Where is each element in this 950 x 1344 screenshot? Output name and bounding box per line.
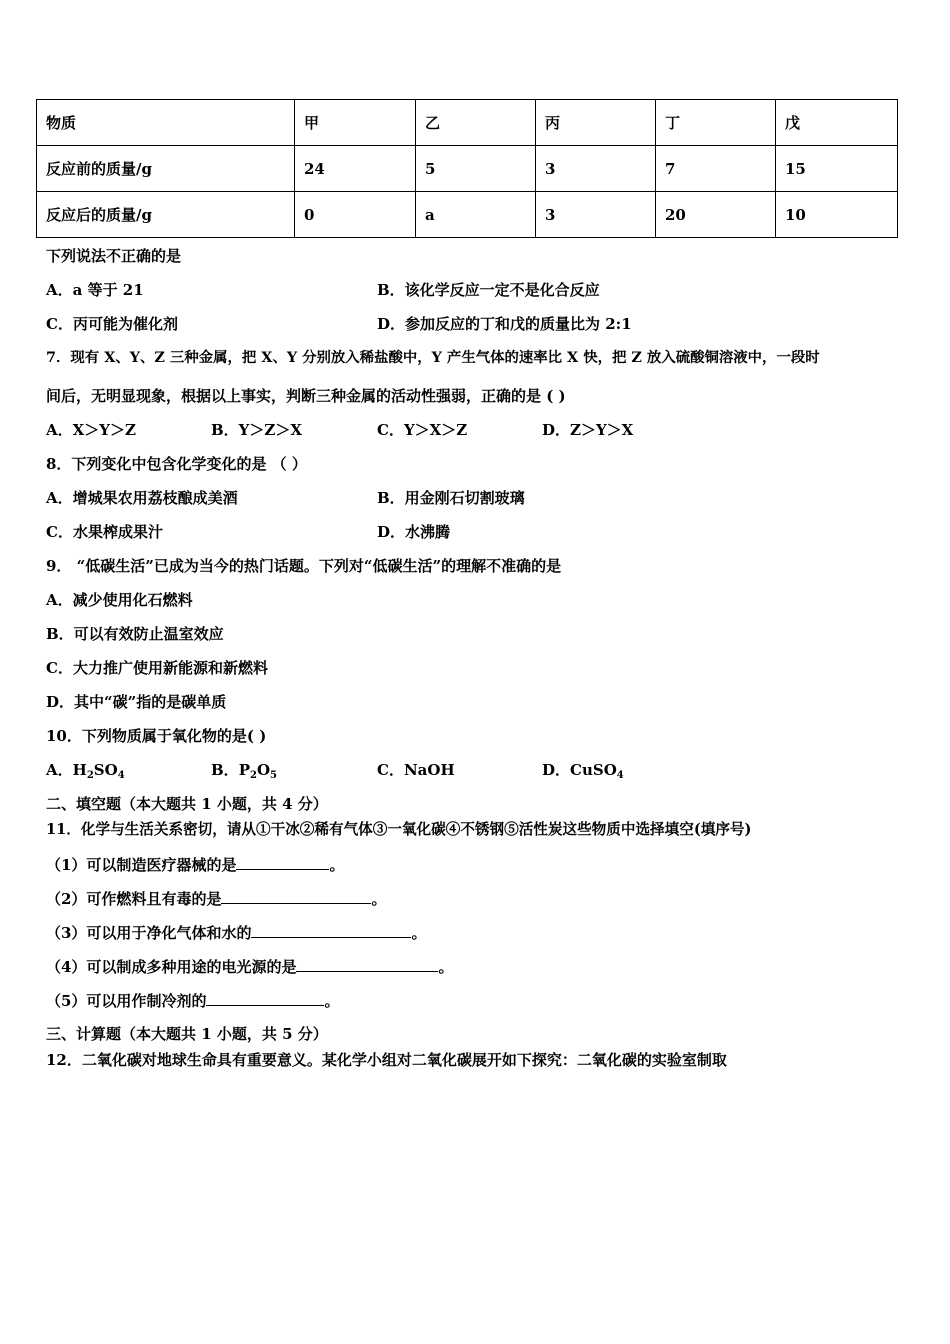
question-6-stem: 下列说法不正确的是 (46, 247, 182, 265)
mass-data-table (36, 99, 898, 238)
q6-option-d: D．参加反应的丁和戊的质量比为 2:1 (377, 315, 632, 333)
table-cell: 7 (656, 146, 776, 192)
question-8-stem: 8．下列变化中包含化学变化的是 （ ） (46, 455, 307, 473)
item-text: （3）可以用于净化气体和水的 (46, 924, 252, 942)
item-text: （5）可以用作制冷剂的 (46, 992, 207, 1010)
formula-subscript: 5 (270, 770, 277, 781)
option-label: B． (211, 761, 239, 779)
q11-item-3 (46, 922, 426, 943)
q11-item-4 (46, 956, 453, 977)
answer-blank[interactable] (206, 990, 324, 1006)
answer-blank[interactable] (251, 922, 411, 938)
q6-option-b: B．该化学反应一定不是化合反应 (377, 281, 600, 299)
table-row (37, 146, 898, 192)
q8-option-d: D．水沸腾 (377, 523, 451, 541)
table-cell: 5 (416, 146, 536, 192)
q9-option-a: A．减少使用化石燃料 (46, 591, 193, 609)
q10-option-c (377, 760, 455, 780)
table-cell: 3 (536, 192, 656, 238)
q10-option-b (211, 760, 277, 786)
question-11-stem: 11．化学与生活关系密切，请从①干冰②稀有气体③一氧化碳④不锈钢⑤活性炭这些物质中选择填空(填序号) (46, 821, 752, 838)
q9-option-b: B．可以有效防止温室效应 (46, 625, 224, 643)
formula-subscript: 4 (117, 770, 125, 781)
formula-subscript: 4 (616, 770, 624, 781)
formula-subscript: 2 (86, 770, 94, 781)
q8-option-c: C．水果榨成果汁 (46, 523, 163, 541)
q9-option-c: C．大力推广使用新能源和新燃料 (46, 659, 268, 677)
question-7-stem-line2: 间后，无明显现象，根据以上事实，判断三种金属的活动性强弱，正确的是 ( ) (46, 387, 566, 405)
q10-option-a (46, 760, 125, 786)
answer-blank[interactable] (236, 854, 329, 870)
section-2-heading: 二、填空题（本大题共 1 小题，共 4 分） (46, 795, 328, 813)
item-end: 。 (411, 924, 427, 942)
table-header-cell: 丙 (536, 100, 656, 146)
question-7-stem-line1: 7．现有 X、Y、Z 三种金属，把 X、Y 分别放入稀盐酸中，Y 产生气体的速率比 X 快，把 Z 放入硫酸铜溶液中，一段时 (46, 349, 820, 366)
formula-part: H (72, 761, 87, 779)
q9-option-d: D．其中“碳”指的是碳单质 (46, 693, 227, 711)
q7-option-b: B．Y＞Z＞X (211, 421, 302, 439)
table-cell: 10 (776, 192, 898, 238)
table-cell: 反应后的质量/g (37, 192, 295, 238)
item-text: （2）可作燃料且有毒的是 (46, 890, 222, 908)
q10-option-d (542, 760, 624, 786)
formula-part: P (238, 761, 250, 779)
q7-option-c: C．Y＞X＞Z (377, 421, 468, 439)
table-cell: a (416, 192, 536, 238)
table-header-cell: 甲 (295, 100, 416, 146)
table-cell: 反应前的质量/g (37, 146, 295, 192)
option-label: A． (46, 761, 73, 779)
option-label: C． (377, 761, 404, 779)
item-end: 。 (324, 992, 340, 1010)
table-cell: 0 (295, 192, 416, 238)
formula-part: NaOH (403, 761, 455, 779)
table-cell: 20 (656, 192, 776, 238)
q11-item-2 (46, 888, 386, 909)
item-end: 。 (371, 890, 387, 908)
table-cell: 24 (295, 146, 416, 192)
q7-option-d: D．Z＞Y＞X (542, 421, 634, 439)
formula-part: SO (93, 761, 118, 779)
item-text: （4）可以制成多种用途的电光源的是 (46, 958, 297, 976)
table-header-cell: 乙 (416, 100, 536, 146)
question-9-stem: 9． “低碳生活”已成为当今的热门话题。下列对“低碳生活”的理解不准确的是 (46, 557, 562, 575)
q11-item-1 (46, 854, 344, 875)
item-text: （1）可以制造医疗器械的是 (46, 856, 237, 874)
table-header-cell: 物质 (37, 100, 295, 146)
option-label: D． (542, 761, 571, 779)
table-cell: 3 (536, 146, 656, 192)
table-cell: 15 (776, 146, 898, 192)
section-3-heading: 三、计算题（本大题共 1 小题，共 5 分） (46, 1025, 328, 1043)
q8-option-b: B．用金刚石切割玻璃 (377, 489, 525, 507)
question-10-stem: 10．下列物质属于氧化物的是( ) (46, 727, 267, 745)
table-header-cell: 丁 (656, 100, 776, 146)
item-end: 。 (329, 856, 345, 874)
table-header-cell: 戊 (776, 100, 898, 146)
q11-item-5 (46, 990, 339, 1011)
q6-option-a: A．a 等于 21 (46, 281, 144, 299)
question-12-stem: 12．二氧化碳对地球生命具有重要意义。某化学小组对二氧化碳展开如下探究：二氧化碳的实验室制取 (46, 1051, 727, 1069)
table-header-row (37, 100, 898, 146)
item-end: 。 (438, 958, 454, 976)
answer-blank[interactable] (221, 888, 371, 904)
table-row (37, 192, 898, 238)
formula-subscript: 2 (249, 770, 257, 781)
q6-option-c: C．丙可能为催化剂 (46, 315, 178, 333)
q7-option-a: A．X＞Y＞Z (46, 421, 136, 439)
q8-option-a: A．增城果农用荔枝酿成美酒 (46, 489, 238, 507)
formula-part: O (256, 761, 271, 779)
answer-blank[interactable] (296, 956, 438, 972)
formula-part: CuSO (570, 761, 617, 779)
